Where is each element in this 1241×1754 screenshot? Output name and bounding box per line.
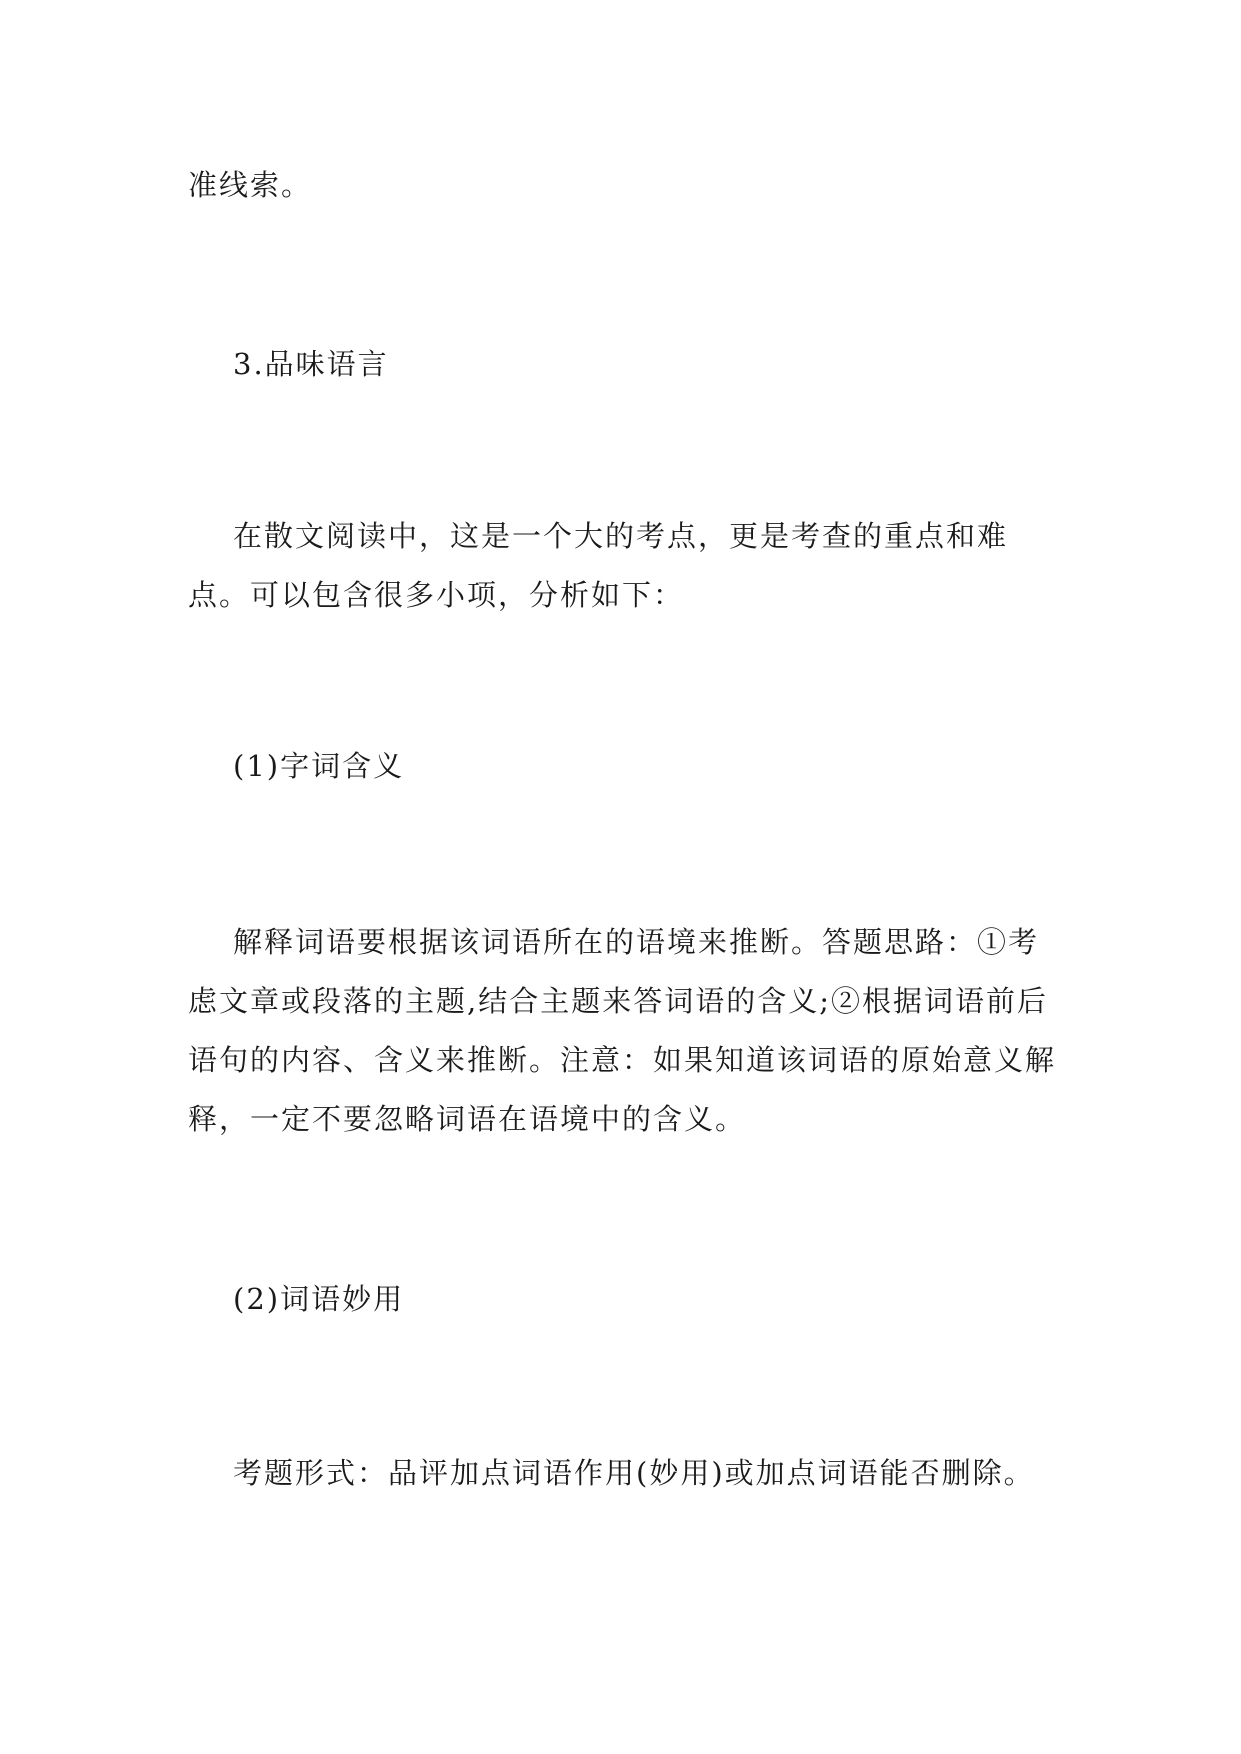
word-usage-paragraph: 考题形式：品评加点词语作用(妙用)或加点词语能否删除。 [233, 1456, 1035, 1490]
section-heading-3: 3.品味语言 [233, 347, 389, 381]
subheading-word-usage: (2)词语妙用 [233, 1282, 405, 1316]
continuation-text: 准线索。 [188, 168, 313, 202]
intro-paragraph: 在散文阅读中，这是一个大的考点，更是考查的重点和难点。可以包含很多小项，分析如下： [188, 519, 1009, 612]
word-meaning-paragraph: 解释词语要根据该词语所在的语境来推断。答题思路：①考虑文章或段落的主题,结合主题来答词语的含义;②根据词语前后语句的内容、含义来推断。注意：如果知道该词语的原始意义解释，一定不要忽略词语在语境中的含义。 [188, 925, 1057, 1136]
subheading-word-meaning: (1)字词含义 [233, 749, 405, 783]
